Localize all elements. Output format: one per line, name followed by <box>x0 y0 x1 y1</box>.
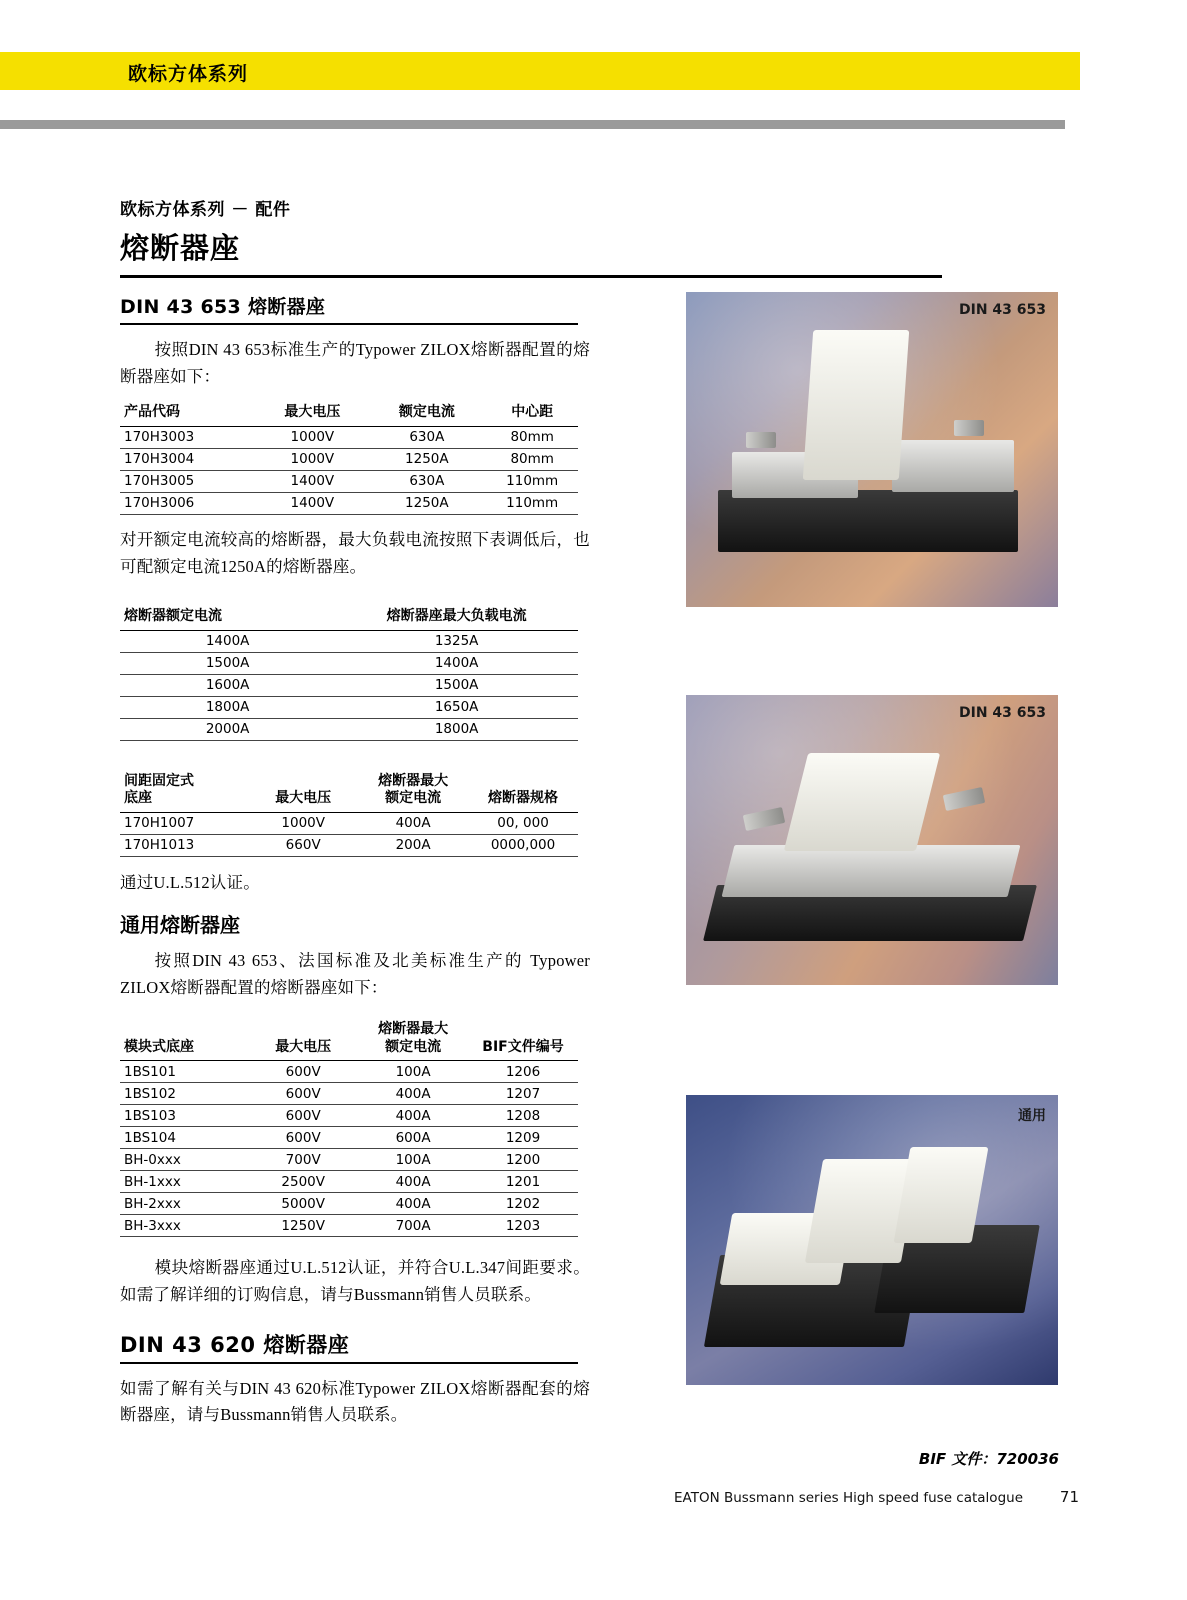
product-photo-universal <box>686 1095 1058 1385</box>
cell: 0000,000 <box>468 834 578 856</box>
section-heading-din43653: DIN 43 653 熔断器座 <box>120 296 326 318</box>
column-header: 模块式底座 <box>120 1019 248 1061</box>
column-header-line2: 底座 <box>124 790 152 807</box>
cell: 600V <box>248 1083 358 1105</box>
cell: BH-0xxx <box>120 1149 248 1171</box>
column-header: 熔断器规格 <box>468 771 578 813</box>
cell: 80mm <box>486 448 578 470</box>
table-row <box>120 448 578 470</box>
cell: 1400A <box>120 630 335 652</box>
photo-shape-plate <box>722 845 1021 897</box>
cell: 1208 <box>468 1105 578 1127</box>
footer-source: EATON Bussmann series High speed fuse catalogue <box>674 1490 1023 1506</box>
column-header <box>358 771 468 813</box>
table-din43653-products <box>120 402 578 515</box>
column-header: 额定电流 <box>367 402 486 426</box>
cell: 1BS103 <box>120 1105 248 1127</box>
cell: 1800A <box>335 718 578 740</box>
column-header: 最大电压 <box>248 771 358 813</box>
cell: BH-3xxx <box>120 1215 248 1237</box>
cell: 1400V <box>257 470 367 492</box>
cell: 1500A <box>335 674 578 696</box>
table-header-row <box>120 402 578 426</box>
photo-shape-fuse-body <box>784 753 940 851</box>
table-row <box>120 492 578 514</box>
cell: 1000V <box>257 448 367 470</box>
paragraph-din43653-intro: 按照DIN 43 653标准生产的Typower ZILOX熔断器配置的熔断器座如下： <box>120 340 590 386</box>
product-photo-din43653-2 <box>686 695 1058 985</box>
table-header-row <box>120 771 578 813</box>
paragraph-din43620-body: 如需了解有关与DIN 43 620标准Typower ZILOX熔断器配套的熔断器座，请与Bussmann销售人员联系。 <box>120 1378 590 1425</box>
cell: 170H3003 <box>120 426 257 448</box>
cell: 600A <box>358 1127 468 1149</box>
cell: 170H3004 <box>120 448 257 470</box>
table-row <box>120 674 578 696</box>
cell: 400A <box>358 812 468 834</box>
cell: 400A <box>358 1083 468 1105</box>
cell: 700A <box>358 1215 468 1237</box>
photo-shape-stud <box>743 807 785 831</box>
column-header-line2: 额定电流 <box>385 1038 442 1055</box>
section-heading-universal: 通用熔断器座 <box>120 912 240 937</box>
table-row <box>120 1127 578 1149</box>
table-row <box>120 470 578 492</box>
cell: 1206 <box>468 1061 578 1083</box>
section-divider-din43653 <box>120 323 578 325</box>
column-header <box>358 1019 468 1061</box>
photo-caption: DIN 43 653 <box>958 302 1046 318</box>
column-header: 产品代码 <box>120 402 257 426</box>
cell: 170H1013 <box>120 834 248 856</box>
table-row <box>120 1193 578 1215</box>
main-content-column <box>120 195 590 1441</box>
photo-caption: 通用 <box>1018 1108 1046 1124</box>
cell: 170H3005 <box>120 470 257 492</box>
cell: 1400V <box>257 492 367 514</box>
cell: 630A <box>367 426 486 448</box>
header-divider <box>0 120 1065 129</box>
column-header: 最大电压 <box>257 402 367 426</box>
photo-shape-base <box>718 490 1018 552</box>
paragraph-universal-intro: 按照DIN 43 653、法国标准及北美标准生产的 Typower ZILOX熔断器配置的熔断器座如下： <box>120 950 590 997</box>
photo-shape-bracket-right <box>892 440 1014 492</box>
cell: 1207 <box>468 1083 578 1105</box>
table-row <box>120 812 578 834</box>
photo-shape-fuse-body <box>803 330 909 480</box>
cell: 2500V <box>248 1171 358 1193</box>
cell: 200A <box>358 834 468 856</box>
cell: 1250A <box>367 448 486 470</box>
section-divider-din43620 <box>120 1362 578 1364</box>
page-number: 71 <box>1059 1488 1079 1506</box>
cell: 2000A <box>120 718 335 740</box>
cell: 1000V <box>257 426 367 448</box>
table-row <box>120 630 578 652</box>
cell: 1203 <box>468 1215 578 1237</box>
page-title: 熔断器座 <box>120 231 241 265</box>
table-row <box>120 1083 578 1105</box>
cell: 1200 <box>468 1149 578 1171</box>
column-header-line1: 间距固定式 <box>124 772 194 789</box>
cell: 400A <box>358 1171 468 1193</box>
table-header-row <box>120 606 578 630</box>
section-heading-din43620: DIN 43 620 熔断器座 <box>120 1332 350 1357</box>
cell: 660V <box>248 834 358 856</box>
header-series-title: 欧标方体系列 <box>128 63 249 85</box>
table-header-row <box>120 1019 578 1061</box>
cell: 1000V <box>248 812 358 834</box>
table-fixed-center-bases <box>120 771 578 857</box>
photo-shape-stud <box>943 787 985 811</box>
kicker-text: 欧标方体系列 － 配件 <box>120 200 291 220</box>
cell: 600V <box>248 1105 358 1127</box>
cell: 400A <box>358 1105 468 1127</box>
cell: BH-1xxx <box>120 1171 248 1193</box>
cell: 1800A <box>120 696 335 718</box>
cell: 100A <box>358 1061 468 1083</box>
header-band <box>0 52 1080 90</box>
cell: 700V <box>248 1149 358 1171</box>
cell: 1400A <box>335 652 578 674</box>
table-row <box>120 1149 578 1171</box>
cell: 110mm <box>486 492 578 514</box>
table-row <box>120 1215 578 1237</box>
cell: 400A <box>358 1193 468 1215</box>
cell: 1325A <box>335 630 578 652</box>
cell: 1201 <box>468 1171 578 1193</box>
cell: 630A <box>367 470 486 492</box>
cell: 170H3006 <box>120 492 257 514</box>
cell: 1500A <box>120 652 335 674</box>
column-header-line1: 熔断器最大 <box>378 772 449 789</box>
cell: BH-2xxx <box>120 1193 248 1215</box>
cell: 1650A <box>335 696 578 718</box>
paragraph-universal-note: 模块熔断器座通过U.L.512认证，并符合U.L.347间距要求。如需了解详细的订购信息，请与Bussmann销售人员联系。 <box>120 1258 590 1305</box>
product-photo-din43653-1 <box>686 292 1058 607</box>
cell: 600V <box>248 1061 358 1083</box>
paragraph-derate-note: 对开额定电流较高的熔断器，最大负载电流按照下表调低后，也可配额定电流1250A的熔断器座。 <box>120 529 590 576</box>
column-header: 熔断器座最大负载电流 <box>335 606 578 630</box>
cell: 5000V <box>248 1193 358 1215</box>
table-row <box>120 426 578 448</box>
cell: 1209 <box>468 1127 578 1149</box>
cell: 1250V <box>248 1215 358 1237</box>
ul-certification-note: 通过U.L.512认证。 <box>120 872 260 892</box>
cell: 1BS104 <box>120 1127 248 1149</box>
column-header: 最大电压 <box>248 1019 358 1061</box>
table-row <box>120 1061 578 1083</box>
cell: 1202 <box>468 1193 578 1215</box>
photo-shape-stud <box>954 420 984 436</box>
bif-file-reference: BIF 文件：720036 <box>918 1450 1059 1468</box>
cell: 170H1007 <box>120 812 248 834</box>
table-row <box>120 834 578 856</box>
cell: 1250A <box>367 492 486 514</box>
column-header-line2: 额定电流 <box>385 790 442 807</box>
photo-caption: DIN 43 653 <box>958 705 1046 721</box>
cell: 1BS101 <box>120 1061 248 1083</box>
column-header <box>120 771 248 813</box>
column-header: BIF文件编号 <box>468 1019 578 1061</box>
table-row <box>120 1105 578 1127</box>
table-row <box>120 1171 578 1193</box>
table-row <box>120 718 578 740</box>
column-header: 熔断器额定电流 <box>120 606 335 630</box>
table-row <box>120 696 578 718</box>
column-header-line1: 熔断器最大 <box>378 1021 449 1038</box>
cell: 100A <box>358 1149 468 1171</box>
table-universal-bases <box>120 1019 578 1237</box>
table-row <box>120 652 578 674</box>
cell: 80mm <box>486 426 578 448</box>
table-derating <box>120 606 578 741</box>
cell: 00, 000 <box>468 812 578 834</box>
cell: 1BS102 <box>120 1083 248 1105</box>
column-header: 中心距 <box>486 402 578 426</box>
photo-shape-stud <box>746 432 776 448</box>
title-divider <box>120 275 942 278</box>
cell: 600V <box>248 1127 358 1149</box>
cell: 110mm <box>486 470 578 492</box>
cell: 1600A <box>120 674 335 696</box>
